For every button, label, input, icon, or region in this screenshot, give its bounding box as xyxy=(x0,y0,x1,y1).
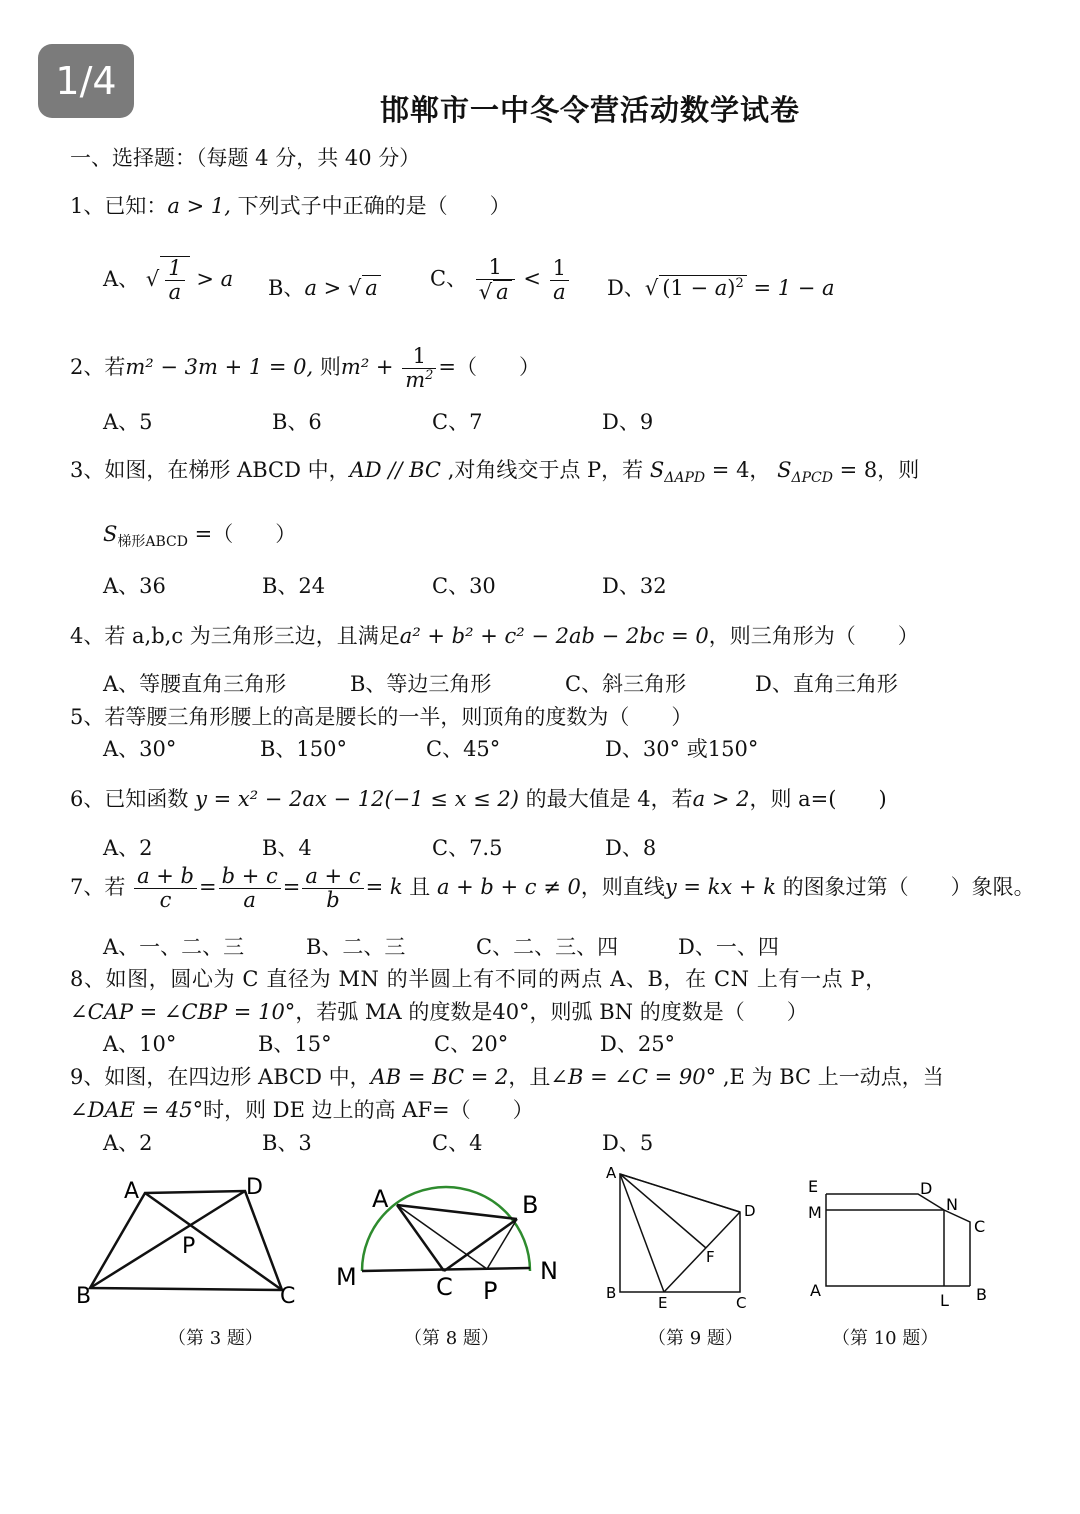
q3-s2-sub: ΔPCD xyxy=(791,470,833,487)
q9-text4: 时，则 DE 边上的高 AF=（ ） xyxy=(203,1098,534,1122)
fig8-label-a: A xyxy=(372,1185,389,1213)
segment-bc xyxy=(444,1219,517,1271)
q7-stem xyxy=(70,865,1035,912)
q6-condition: a > 2 xyxy=(692,787,750,811)
fig9-label-b: B xyxy=(606,1284,617,1302)
q3-option-d: D、32 xyxy=(602,574,667,598)
q8-angles: ∠CAP = ∠CBP = 10° xyxy=(70,1000,296,1024)
q7-tail6: 的图象过第（ ）象限。 xyxy=(775,875,1035,900)
q7-eq1: = xyxy=(198,875,217,900)
q3-option-a: A、36 xyxy=(103,574,166,598)
q9-line1 xyxy=(70,1061,944,1091)
q1-condition: a > 1, xyxy=(167,194,231,218)
side-ad xyxy=(620,1174,740,1212)
fig9-label-c: C xyxy=(736,1294,747,1312)
q6-text: 6、已知函数 xyxy=(70,787,189,811)
fig3-label-b: B xyxy=(76,1284,92,1309)
fig9-label-d: D xyxy=(744,1202,756,1220)
q3-line2 xyxy=(103,518,296,551)
q6-stem xyxy=(70,783,887,813)
q9-angle: ∠DAE = 45° xyxy=(70,1098,204,1122)
q9-line2 xyxy=(70,1094,534,1124)
q2-option-a: A、5 xyxy=(103,410,153,434)
q4-stem xyxy=(70,620,919,650)
q9-option-b: B、3 xyxy=(262,1131,312,1155)
figure-10-rectangle xyxy=(800,1170,1010,1310)
q3-stem xyxy=(70,454,919,486)
q5-option-b: B、150° xyxy=(260,737,348,761)
fig10-caption: （第 10 题） xyxy=(832,1328,939,1349)
q9-text1: 9、如图，在四边形 ABCD 中， xyxy=(70,1065,371,1089)
q6-option-a: A、2 xyxy=(103,836,153,860)
fig10-label-e: E xyxy=(808,1177,819,1196)
q1-suffix: 下列式子中正确的是（ ） xyxy=(230,194,511,218)
q4-option-a: A、等腰直角三角形 xyxy=(103,672,287,696)
segment-ae xyxy=(620,1174,664,1292)
q6-option-d: D、8 xyxy=(605,836,657,860)
q7-option-a: A、一、二、三 xyxy=(103,935,245,959)
q2-option-b: B、6 xyxy=(272,410,322,434)
q7-eq2: = xyxy=(282,875,301,900)
q1-stem xyxy=(70,190,511,220)
q4-option-c: C、斜三角形 xyxy=(565,672,687,696)
q1-b-expr: a > xyxy=(304,276,348,300)
q3-s1-val: = 4， xyxy=(705,458,771,482)
q7-tail5: y = kx + k xyxy=(664,875,776,900)
q7-option-d: D、一、四 xyxy=(678,935,779,959)
segment-af xyxy=(620,1174,706,1248)
fig10-label-n: N xyxy=(946,1195,958,1214)
q9-cond2: ∠B = ∠C = 90° xyxy=(550,1065,717,1089)
fig8-label-n: N xyxy=(540,1257,558,1285)
q7-tail3: a + b + c ≠ 0 xyxy=(436,875,581,900)
q5-option-d: D、30° 或150° xyxy=(605,737,759,761)
q7-f2-num: b + c xyxy=(219,865,281,889)
q2-option-d: D、9 xyxy=(602,410,654,434)
fig10-label-l: L xyxy=(940,1291,949,1310)
q3-line2-end: =（ ） xyxy=(188,522,297,546)
q1-option-a: A、 √ $\frac{1}{a}$ > a xyxy=(103,256,234,305)
segment-de xyxy=(664,1212,740,1292)
fig3-label-d: D xyxy=(246,1175,263,1200)
q7-f2-den: a xyxy=(243,888,256,913)
q3-line2-sub: 梯形ABCD xyxy=(117,534,188,551)
fig3-label-c: C xyxy=(280,1284,296,1309)
q1-a-label: A、 xyxy=(103,267,140,292)
q5-stem: 5、若等腰三角形腰上的高是腰长的一半，则顶角的度数为（ ） xyxy=(70,705,693,729)
figure-3-trapezoid xyxy=(60,1165,320,1315)
figure-8-semicircle xyxy=(330,1165,580,1315)
q7-option-c: C、二、三、四 xyxy=(476,935,619,959)
fig9-label-f: F xyxy=(706,1248,715,1266)
q3-text: 3、如图，在梯形 ABCD 中， xyxy=(70,458,350,482)
fig8-caption: （第 8 题） xyxy=(404,1328,499,1349)
q1-option-d: D、√ $(1 - a)^2 = 1 - a$ xyxy=(607,276,835,300)
q7-f1-den: c xyxy=(159,888,172,913)
q3-s1-sub: ΔAPD xyxy=(664,470,706,487)
q7-tail2: 且 xyxy=(402,875,437,900)
fig10-label-b: B xyxy=(976,1285,987,1304)
figure-9-quadrilateral xyxy=(600,1160,770,1315)
q8-option-c: C、20° xyxy=(434,1032,509,1056)
fig3-label-a: A xyxy=(124,1179,140,1204)
q3-s2: S xyxy=(777,458,792,482)
segment-ac xyxy=(397,1205,444,1271)
q3-s2-val: = 8，则 xyxy=(832,458,920,482)
q3-text2: ,对角线交于点 P，若 xyxy=(441,458,644,482)
fig10-label-m: M xyxy=(808,1203,822,1222)
q6-option-c: C、7.5 xyxy=(432,836,503,860)
fig8-label-c: C xyxy=(436,1273,453,1301)
q1-prefix: 1、已知： xyxy=(70,194,168,218)
q5-option-a: A、30° xyxy=(103,737,177,761)
q9-option-c: C、4 xyxy=(432,1131,483,1155)
q3-line2-s: S xyxy=(103,522,118,546)
q1-d-expr: = 1 − a xyxy=(753,276,835,300)
q7-option-b: B、二、三 xyxy=(306,935,406,959)
section-heading: 一、选择题：（每题 4 分，共 40 分） xyxy=(70,146,421,170)
q8-line2 xyxy=(70,996,808,1026)
q9-text2: ，且 xyxy=(508,1065,551,1089)
q4-text2: ，则三角形为（ ） xyxy=(708,624,919,648)
q6-expr: y = x² − 2ax − 12(−1 ≤ x ≤ 2) xyxy=(195,787,519,811)
q7-f3-num: a + c xyxy=(302,865,363,889)
q1-c-expr: < xyxy=(523,266,541,291)
q1-option-b: B、a > √ a xyxy=(268,272,381,302)
q6-option-b: B、4 xyxy=(262,836,312,860)
q1-b-label: B、 xyxy=(268,276,305,300)
q9-text3: ,E 为 BC 上一动点，当 xyxy=(716,1065,944,1089)
q6-text2: 的最大值是 4，若 xyxy=(518,787,693,811)
q7-f1-num: a + b xyxy=(134,865,197,889)
q4-text: 4、若 a,b,c 为三角形三边，且满足 xyxy=(70,624,400,648)
q1-c-label: C、 xyxy=(430,266,468,291)
fig3-label-p: P xyxy=(182,1234,196,1259)
q2-then: 则 xyxy=(313,355,341,380)
q7-tail1: = k xyxy=(365,875,403,900)
q1-option-c: C、 $\frac{1}{√ a}$ < $\frac{1}{a}$ xyxy=(430,256,571,304)
q2-expr: m² + xyxy=(340,355,394,380)
q5-option-c: C、45° xyxy=(426,737,501,761)
q2-prefix: 2、若 xyxy=(70,355,126,380)
q8-option-b: B、15° xyxy=(258,1032,332,1056)
q6-text3: ，则 a=( ) xyxy=(749,787,887,811)
fig3-caption: （第 3 题） xyxy=(168,1328,263,1349)
q3-s1: S xyxy=(649,458,665,482)
q9-cond1: AB = BC = 2 xyxy=(370,1065,509,1089)
q4-option-b: B、等边三角形 xyxy=(350,672,492,696)
q7-prefix: 7、若 xyxy=(70,875,126,900)
q8-option-a: A、10° xyxy=(103,1032,177,1056)
fig8-label-p: P xyxy=(483,1277,498,1305)
page-badge: 1/4 xyxy=(38,44,134,118)
q2-equation: m² − 3m + 1 = 0, xyxy=(125,355,314,380)
q7-tail4: ，则直线 xyxy=(580,875,665,900)
fig8-label-m: M xyxy=(336,1263,357,1291)
q8-text: ，若弧 MA 的度数是40°，则弧 BN 的度数是（ ） xyxy=(295,1000,808,1024)
page-title: 邯郸市一中冬令营活动数学试卷 xyxy=(379,93,800,127)
q3-option-c: C、30 xyxy=(432,574,496,598)
q1-d-label: D、 xyxy=(607,276,645,300)
q8-option-d: D、25° xyxy=(600,1032,676,1056)
q9-option-a: A、2 xyxy=(103,1131,153,1155)
q8-line1: 8、如图，圆心为 C 直径为 MN 的半圆上有不同的两点 A、B，在 CN 上有一点 P， xyxy=(70,967,887,991)
fig8-label-b: B xyxy=(522,1191,539,1219)
q1-a-expr: > a xyxy=(196,267,234,292)
q9-option-d: D、5 xyxy=(602,1131,654,1155)
fig9-label-a: A xyxy=(606,1164,617,1182)
q2-option-c: C、7 xyxy=(432,410,483,434)
q3-condition: AD // BC xyxy=(349,458,442,482)
fig9-label-e: E xyxy=(658,1294,668,1312)
fig10-label-a: A xyxy=(810,1281,821,1300)
segment-bp xyxy=(487,1219,517,1269)
fig10-label-c: C xyxy=(974,1217,986,1236)
q7-f3-den: b xyxy=(326,888,340,913)
fig9-caption: （第 9 题） xyxy=(648,1328,743,1349)
fig10-label-d: D xyxy=(920,1179,933,1198)
q2-end: =（ ） xyxy=(438,355,541,380)
q2-stem: 2、若m² − 3m + 1 = 0, 则m² + $\frac{1}{m^2}$ =（ ） xyxy=(70,344,541,393)
diagonal-bd xyxy=(90,1191,245,1288)
q3-option-b: B、24 xyxy=(262,574,326,598)
q4-expr: a² + b² + c² − 2ab − 2bc = 0 xyxy=(399,624,709,648)
q4-option-d: D、直角三角形 xyxy=(755,672,898,696)
